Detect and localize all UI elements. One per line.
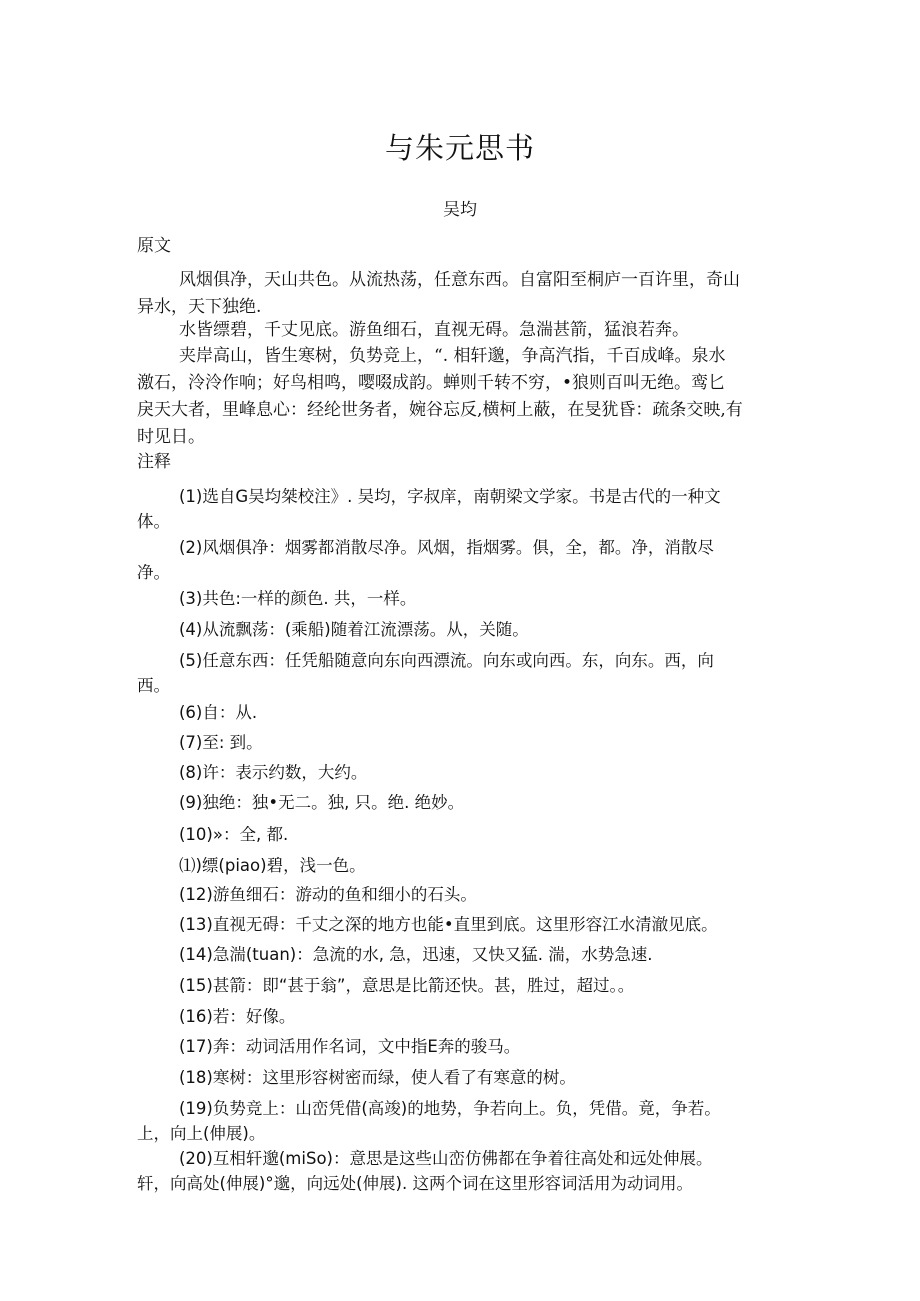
original-paragraph-3 [137, 343, 787, 451]
note-line: 轩，向高处(伸展)°邈，向远处(伸展). 这两个词在这里形容词活用为动词用。 [137, 1174, 693, 1193]
note-line: ⑴)缥(piao)碧，浅一色。 [179, 856, 366, 875]
note-line: (2)风烟俱净：烟雾都消散尽净。风烟，指烟雾。俱，全，都。净，消散尽 [179, 538, 714, 557]
note-item [137, 1004, 787, 1029]
note-line: (15)甚箭：即“甚于翁”，意思是比箭还快。甚，胜过，超过。。 [179, 976, 635, 995]
note-item [137, 760, 787, 785]
note-line: 西。 [137, 676, 170, 695]
paragraph-line: 戾天大者，里峰息心：经纶世务者，婉谷忘反,横柯上蔽，在旻犹昏：疏条交映,有 [137, 400, 743, 420]
note-item [137, 586, 787, 611]
note-line: (9)独绝：独•无二。独, 只。绝. 绝妙。 [179, 793, 465, 812]
document-author: 吴均 [443, 200, 477, 220]
paragraph-line: 异水，天下独绝. [137, 297, 262, 317]
original-paragraph-1 [137, 267, 787, 321]
note-line: (5)任意东西：任凭船随意向东向西漂流。向东或向西。东，向东。西，向 [179, 651, 714, 670]
note-line: (3)共色:一样的颜色. 共，一样。 [179, 589, 417, 608]
note-line: (20)互相轩邈(miSo)：意思是这些山峦仿佛都在争着往高处和远处伸展。 [179, 1149, 713, 1168]
note-line: (10)»：全, 都. [179, 825, 289, 844]
note-item [137, 535, 787, 585]
note-item [137, 822, 787, 847]
document-title: 与朱元思书 [384, 131, 535, 165]
note-item [137, 484, 787, 534]
original-text-heading: 原文 [137, 236, 171, 256]
note-line: 上，向上(伸展)。 [137, 1124, 266, 1143]
note-line: (7)至: 到。 [179, 733, 263, 752]
note-item [137, 1096, 787, 1146]
note-line: (19)负势竞上：山峦凭借(高竣)的地势，争若向上。负，凭借。竟，争若。 [179, 1099, 721, 1118]
note-line: (14)急湍(tuan)：急流的水, 急，迅速，又快又猛. 湍，水势急速. [179, 945, 653, 964]
note-item [137, 912, 787, 937]
note-line: (4)从流飘荡：(乘船)随着江流漂荡。从，关随。 [179, 620, 529, 639]
note-item [137, 853, 787, 878]
note-item [137, 882, 787, 907]
note-item [137, 790, 787, 815]
original-paragraph-2 [137, 317, 787, 344]
note-line: (17)奔：动词活用作名词，文中指E奔的骏马。 [179, 1037, 521, 1056]
note-item [137, 1065, 787, 1090]
note-line: (16)若：好像。 [179, 1007, 296, 1026]
note-item [137, 617, 787, 642]
note-line: 净。 [137, 563, 170, 582]
note-item [137, 730, 787, 755]
note-line: (1)选自G吴均桀校注》. 吴均，字叔庠，南朝梁文学家。书是古代的一种文 [179, 487, 721, 506]
note-line: (18)寒树：这里形容树密而绿，使人看了有寒意的树。 [179, 1068, 576, 1087]
paragraph-line: 水皆缥碧，千丈见底。游鱼细石，直视无碍。急湍甚箭，猛浪若奔。 [179, 320, 689, 340]
paragraph-line: 激石，泠泠作响；好鸟相鸣，嘤啜成韵。蝉则千转不穷，•狼则百叫无绝。鸾匕 [137, 373, 726, 393]
note-item [137, 1034, 787, 1059]
paragraph-line: 夹岸高山，皆生寒树，负势竞上，“. 相轩邈，争高汽指，千百成峰。泉水 [179, 346, 726, 366]
note-line: 体。 [137, 512, 170, 531]
note-item [137, 973, 787, 998]
note-line: (13)直视无碍：千丈之深的地方也能•直里到底。这里形容江水清澈见底。 [179, 915, 718, 934]
note-item [137, 942, 787, 967]
note-item [137, 648, 787, 698]
note-line: (8)许：表示约数，大约。 [179, 763, 368, 782]
note-line: (12)游鱼细石：游动的鱼和细小的石头。 [179, 885, 477, 904]
paragraph-line: 时见日。 [137, 427, 205, 447]
note-item [137, 700, 787, 725]
note-line: (6)自：从. [179, 703, 258, 722]
notes-heading: 注释 [137, 452, 171, 472]
note-item [137, 1146, 787, 1196]
paragraph-line: 风烟俱净，天山共色。从流热荡，任意东西。自富阳至桐庐一百许里，奇山 [179, 270, 740, 290]
